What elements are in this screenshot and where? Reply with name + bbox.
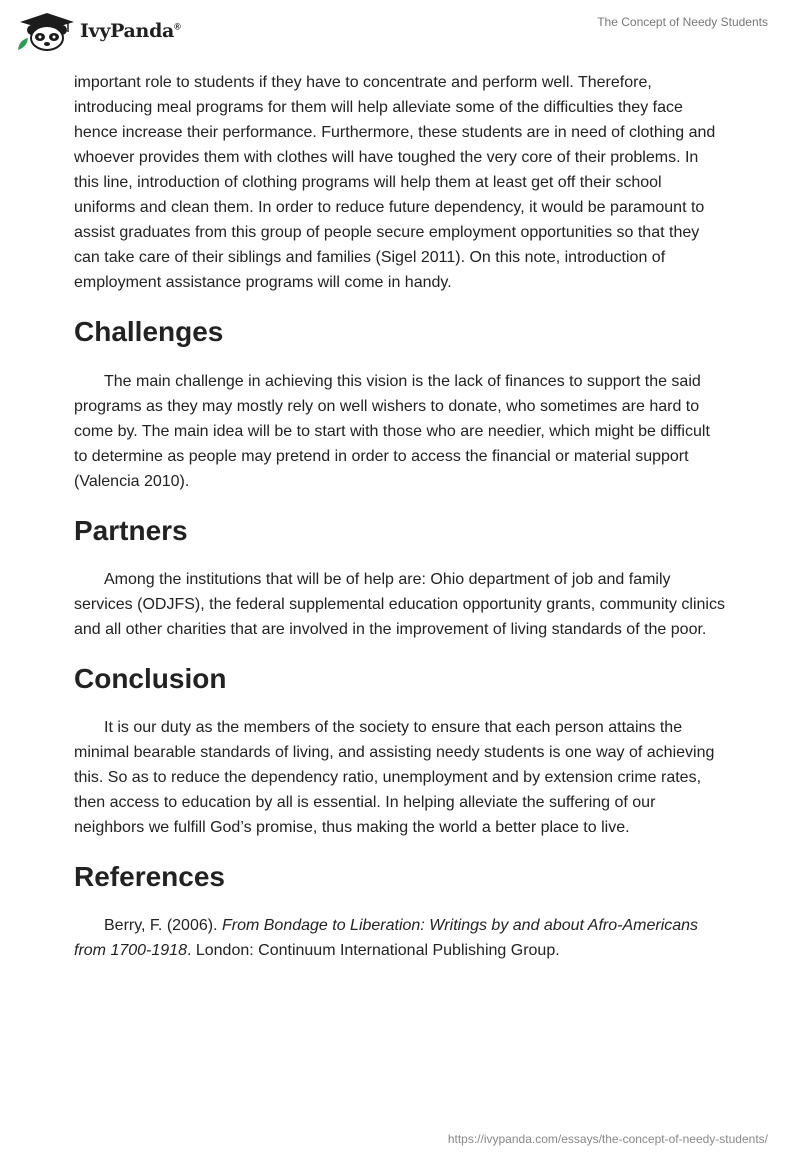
conclusion-paragraph: It is our duty as the members of the society to ensure that each person attains the minimal bearable standards of living, and assisting needy students is one way of achieving this. So as to reduce the dependency ratio, unemployment and by extension crime rates, then access to education by all is essential. In helping alleviate the suffering of our neighbors we fulfill God’s promise, thus making the world a better place to live.	[74, 719, 715, 836]
heading-challenges: Challenges	[74, 316, 224, 347]
essay-body	[74, 70, 726, 963]
reference-author: Berry, F. (2006).	[104, 917, 222, 934]
heading-references: References	[74, 861, 225, 892]
partners-paragraph: Among the institutions that will be of help are: Ohio department of job and family services (ODJFS), the federal supplemental education opportunity grants, community clinics and all other charities that are involved in the improvement of living standards of the poor.	[74, 571, 725, 638]
footer-url[interactable]: https://ivypanda.com/essays/the-concept-of-needy-students/	[447, 1132, 768, 1146]
brand-name[interactable]: IvyPanda®	[80, 20, 181, 42]
intro-paragraph: important role to students if they have to concentrate and perform well. Therefore, introducing meal programs for them will help alleviate some of the difficulties they face hence increase their performance. Furthermore, these students are in need of clothing and whoever provides them with clothes will have toughed the very core of their problems. In this line, introduction of clothing programs will help them at least get off their school uniforms and clean them. In order to reduce future dependency, it would be paramount to assist graduates from this group of people secure employment opportunities so that they can take care of their siblings and families (Sigel 2011). On this note, introduction of employment assistance programs will come in handy.	[74, 74, 716, 291]
reference-publisher: . London: Continuum International Publishing Group.	[186, 942, 560, 959]
challenges-paragraph: The main challenge in achieving this vision is the lack of finances to support the said programs as they may mostly rely on well wishers to donate, who sometimes are hard to come by. The main idea will be to start with those who are needier, which might be difficult to determine as people may pretend in order to access the financial or material support (Valencia 2010).	[74, 373, 710, 490]
panda-graduate-logo-icon[interactable]	[16, 10, 78, 52]
heading-partners: Partners	[74, 515, 188, 546]
page-header	[0, 0, 800, 70]
reference-title: From Bondage to Liberation: Writings by and about Afro-Americans from 1700-1918	[74, 917, 699, 959]
heading-conclusion: Conclusion	[74, 663, 227, 694]
reference-entry	[74, 913, 726, 963]
document-title: The Concept of Needy Students	[597, 15, 768, 29]
